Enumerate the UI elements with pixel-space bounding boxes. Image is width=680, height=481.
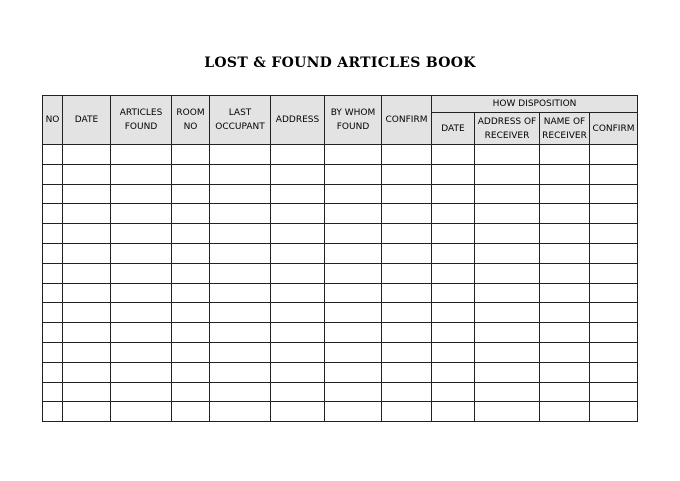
- table-cell[interactable]: [210, 342, 271, 362]
- table-cell[interactable]: [432, 402, 475, 422]
- header-address-of-receiver: ADDRESS OF RECEIVER: [475, 113, 540, 145]
- table-row: [43, 204, 638, 224]
- table-cell[interactable]: [172, 184, 210, 204]
- table-row: [43, 382, 638, 402]
- table-cell[interactable]: [111, 184, 172, 204]
- table-cell[interactable]: [432, 283, 475, 303]
- table-cell[interactable]: [382, 164, 432, 184]
- table-cell[interactable]: [432, 342, 475, 362]
- table-cell[interactable]: [540, 224, 590, 244]
- table-cell[interactable]: [43, 323, 63, 343]
- table-row: [43, 184, 638, 204]
- table-cell[interactable]: [590, 323, 638, 343]
- table-cell[interactable]: [210, 303, 271, 323]
- table-row: [43, 303, 638, 323]
- table-cell[interactable]: [382, 243, 432, 263]
- table-cell[interactable]: [172, 145, 210, 165]
- table-cell[interactable]: [475, 303, 540, 323]
- table-cell[interactable]: [63, 224, 111, 244]
- table-cell[interactable]: [111, 402, 172, 422]
- table-cell[interactable]: [325, 402, 382, 422]
- table-cell[interactable]: [382, 382, 432, 402]
- table-cell[interactable]: [475, 263, 540, 283]
- table-cell[interactable]: [43, 263, 63, 283]
- table-cell[interactable]: [325, 283, 382, 303]
- table-cell[interactable]: [111, 204, 172, 224]
- table-cell[interactable]: [271, 224, 325, 244]
- table-cell[interactable]: [111, 283, 172, 303]
- table-cell[interactable]: [432, 382, 475, 402]
- table-cell[interactable]: [540, 243, 590, 263]
- table-cell[interactable]: [475, 382, 540, 402]
- table-row: [43, 164, 638, 184]
- table-cell[interactable]: [325, 303, 382, 323]
- table-cell[interactable]: [475, 323, 540, 343]
- table-cell[interactable]: [540, 402, 590, 422]
- table-cell[interactable]: [172, 243, 210, 263]
- table-cell[interactable]: [325, 263, 382, 283]
- table-cell[interactable]: [432, 184, 475, 204]
- header-disposition-date: DATE: [432, 113, 475, 145]
- table-cell[interactable]: [432, 362, 475, 382]
- table-row: [43, 145, 638, 165]
- table-cell[interactable]: [590, 362, 638, 382]
- table-cell[interactable]: [172, 224, 210, 244]
- table-cell[interactable]: [475, 402, 540, 422]
- table-cell[interactable]: [325, 342, 382, 362]
- table-cell[interactable]: [271, 145, 325, 165]
- table-cell[interactable]: [475, 224, 540, 244]
- table-cell[interactable]: [172, 204, 210, 224]
- table-cell[interactable]: [475, 184, 540, 204]
- table-row: [43, 224, 638, 244]
- table-cell[interactable]: [172, 402, 210, 422]
- table-cell[interactable]: [210, 164, 271, 184]
- table-cell[interactable]: [210, 283, 271, 303]
- table-cell[interactable]: [540, 145, 590, 165]
- table-cell[interactable]: [271, 323, 325, 343]
- table-cell[interactable]: [382, 283, 432, 303]
- table-cell[interactable]: [475, 362, 540, 382]
- table-cell[interactable]: [271, 362, 325, 382]
- table-cell[interactable]: [475, 243, 540, 263]
- table-row: [43, 342, 638, 362]
- table-cell[interactable]: [63, 184, 111, 204]
- table-cell[interactable]: [43, 184, 63, 204]
- table-cell[interactable]: [63, 402, 111, 422]
- table-cell[interactable]: [590, 382, 638, 402]
- table-cell[interactable]: [540, 303, 590, 323]
- header-disposition-confirm: CONFIRM: [590, 113, 638, 145]
- table-cell[interactable]: [43, 342, 63, 362]
- table-cell[interactable]: [590, 342, 638, 362]
- table-cell[interactable]: [172, 382, 210, 402]
- header-no: NO: [43, 96, 63, 145]
- table-cell[interactable]: [475, 342, 540, 362]
- table-cell[interactable]: [540, 362, 590, 382]
- table-cell[interactable]: [432, 204, 475, 224]
- header-name-of-receiver: NAME OF RECEIVER: [540, 113, 590, 145]
- table-cell[interactable]: [210, 224, 271, 244]
- table-cell[interactable]: [111, 323, 172, 343]
- table-cell[interactable]: [475, 145, 540, 165]
- header-date: DATE: [63, 96, 111, 145]
- table-cell[interactable]: [382, 303, 432, 323]
- table-cell[interactable]: [63, 283, 111, 303]
- table-cell[interactable]: [325, 362, 382, 382]
- table-cell[interactable]: [432, 323, 475, 343]
- header-confirm: CONFIRM: [382, 96, 432, 145]
- table-cell[interactable]: [111, 303, 172, 323]
- table-cell[interactable]: [111, 342, 172, 362]
- table-cell[interactable]: [382, 342, 432, 362]
- table-cell[interactable]: [210, 362, 271, 382]
- table-cell[interactable]: [540, 283, 590, 303]
- table-cell[interactable]: [43, 243, 63, 263]
- table-cell[interactable]: [271, 164, 325, 184]
- table-row: [43, 263, 638, 283]
- table-cell[interactable]: [63, 204, 111, 224]
- table-cell[interactable]: [382, 145, 432, 165]
- table-cell[interactable]: [43, 362, 63, 382]
- table-cell[interactable]: [475, 204, 540, 224]
- table-cell[interactable]: [590, 283, 638, 303]
- table-cell[interactable]: [540, 164, 590, 184]
- table-cell[interactable]: [475, 164, 540, 184]
- lost-found-table: [42, 95, 638, 422]
- table-cell[interactable]: [325, 243, 382, 263]
- header-by-whom-found: BY WHOM FOUND: [325, 96, 382, 145]
- table-cell[interactable]: [540, 263, 590, 283]
- table-cell[interactable]: [43, 303, 63, 323]
- table-cell[interactable]: [111, 243, 172, 263]
- table-cell[interactable]: [111, 145, 172, 165]
- table-cell[interactable]: [172, 362, 210, 382]
- table-cell[interactable]: [590, 263, 638, 283]
- table-cell[interactable]: [325, 382, 382, 402]
- header-articles-found: ARTICLES FOUND: [111, 96, 172, 145]
- table-cell[interactable]: [271, 303, 325, 323]
- table-cell[interactable]: [172, 263, 210, 283]
- table-cell[interactable]: [63, 164, 111, 184]
- table-cell[interactable]: [271, 342, 325, 362]
- table-cell[interactable]: [63, 243, 111, 263]
- table-cell[interactable]: [590, 204, 638, 224]
- table-row: [43, 402, 638, 422]
- table-cell[interactable]: [210, 243, 271, 263]
- header-how-disposition: HOW DISPOSITION: [432, 96, 638, 113]
- table-cell[interactable]: [271, 204, 325, 224]
- table-cell[interactable]: [590, 145, 638, 165]
- table-cell[interactable]: [43, 224, 63, 244]
- table-cell[interactable]: [43, 382, 63, 402]
- table-cell[interactable]: [210, 145, 271, 165]
- table-cell[interactable]: [43, 145, 63, 165]
- table-cell[interactable]: [111, 362, 172, 382]
- table-cell[interactable]: [382, 224, 432, 244]
- table-cell[interactable]: [540, 382, 590, 402]
- table-cell[interactable]: [540, 184, 590, 204]
- table-cell[interactable]: [172, 342, 210, 362]
- table-cell[interactable]: [590, 243, 638, 263]
- table-row: [43, 362, 638, 382]
- table-cell[interactable]: [325, 204, 382, 224]
- table-cell[interactable]: [210, 263, 271, 283]
- table-cell[interactable]: [43, 283, 63, 303]
- table-cell[interactable]: [111, 224, 172, 244]
- table-cell[interactable]: [325, 224, 382, 244]
- table-cell[interactable]: [271, 243, 325, 263]
- table-cell[interactable]: [210, 323, 271, 343]
- table-cell[interactable]: [63, 303, 111, 323]
- table-cell[interactable]: [210, 184, 271, 204]
- table-cell[interactable]: [382, 402, 432, 422]
- table-cell[interactable]: [590, 224, 638, 244]
- table-cell[interactable]: [590, 303, 638, 323]
- table-cell[interactable]: [43, 204, 63, 224]
- table-cell[interactable]: [271, 382, 325, 402]
- table-cell[interactable]: [590, 184, 638, 204]
- table-cell[interactable]: [432, 263, 475, 283]
- table-cell[interactable]: [271, 263, 325, 283]
- table-cell[interactable]: [432, 145, 475, 165]
- table-cell[interactable]: [111, 263, 172, 283]
- table-cell[interactable]: [43, 402, 63, 422]
- header-last-occupant: LAST OCCUPANT: [210, 96, 271, 145]
- table-cell[interactable]: [210, 204, 271, 224]
- table-cell[interactable]: [590, 164, 638, 184]
- table-cell[interactable]: [325, 164, 382, 184]
- header-room-no: ROOM NO: [172, 96, 210, 145]
- table-cell[interactable]: [63, 145, 111, 165]
- table-cell[interactable]: [432, 243, 475, 263]
- table-cell[interactable]: [210, 402, 271, 422]
- table-cell[interactable]: [382, 263, 432, 283]
- header-address: ADDRESS: [271, 96, 325, 145]
- table-cell[interactable]: [325, 184, 382, 204]
- table-cell[interactable]: [172, 323, 210, 343]
- table-cell[interactable]: [325, 145, 382, 165]
- table-cell[interactable]: [432, 164, 475, 184]
- table-cell[interactable]: [63, 342, 111, 362]
- table-cell[interactable]: [540, 204, 590, 224]
- table-cell[interactable]: [172, 303, 210, 323]
- table-cell[interactable]: [63, 382, 111, 402]
- table-cell[interactable]: [382, 184, 432, 204]
- table-cell[interactable]: [172, 164, 210, 184]
- table-row: [43, 283, 638, 303]
- table-cell[interactable]: [111, 164, 172, 184]
- table-cell[interactable]: [271, 184, 325, 204]
- table-cell[interactable]: [540, 342, 590, 362]
- table-cell[interactable]: [432, 303, 475, 323]
- table-cell[interactable]: [111, 382, 172, 402]
- table-cell[interactable]: [210, 382, 271, 402]
- table-cell[interactable]: [475, 283, 540, 303]
- table-cell[interactable]: [172, 283, 210, 303]
- table-cell[interactable]: [63, 362, 111, 382]
- table-cell[interactable]: [382, 362, 432, 382]
- table-cell[interactable]: [325, 323, 382, 343]
- table-cell[interactable]: [382, 204, 432, 224]
- table-row: [43, 243, 638, 263]
- form-title: LOST & FOUND ARTICLES BOOK: [204, 55, 476, 71]
- table-cell[interactable]: [63, 323, 111, 343]
- table-cell[interactable]: [590, 402, 638, 422]
- table-cell[interactable]: [432, 224, 475, 244]
- table-cell[interactable]: [271, 283, 325, 303]
- table-cell[interactable]: [540, 323, 590, 343]
- table-cell[interactable]: [43, 164, 63, 184]
- table-cell[interactable]: [63, 263, 111, 283]
- table-cell[interactable]: [271, 402, 325, 422]
- table-cell[interactable]: [382, 323, 432, 343]
- table-row: [43, 323, 638, 343]
